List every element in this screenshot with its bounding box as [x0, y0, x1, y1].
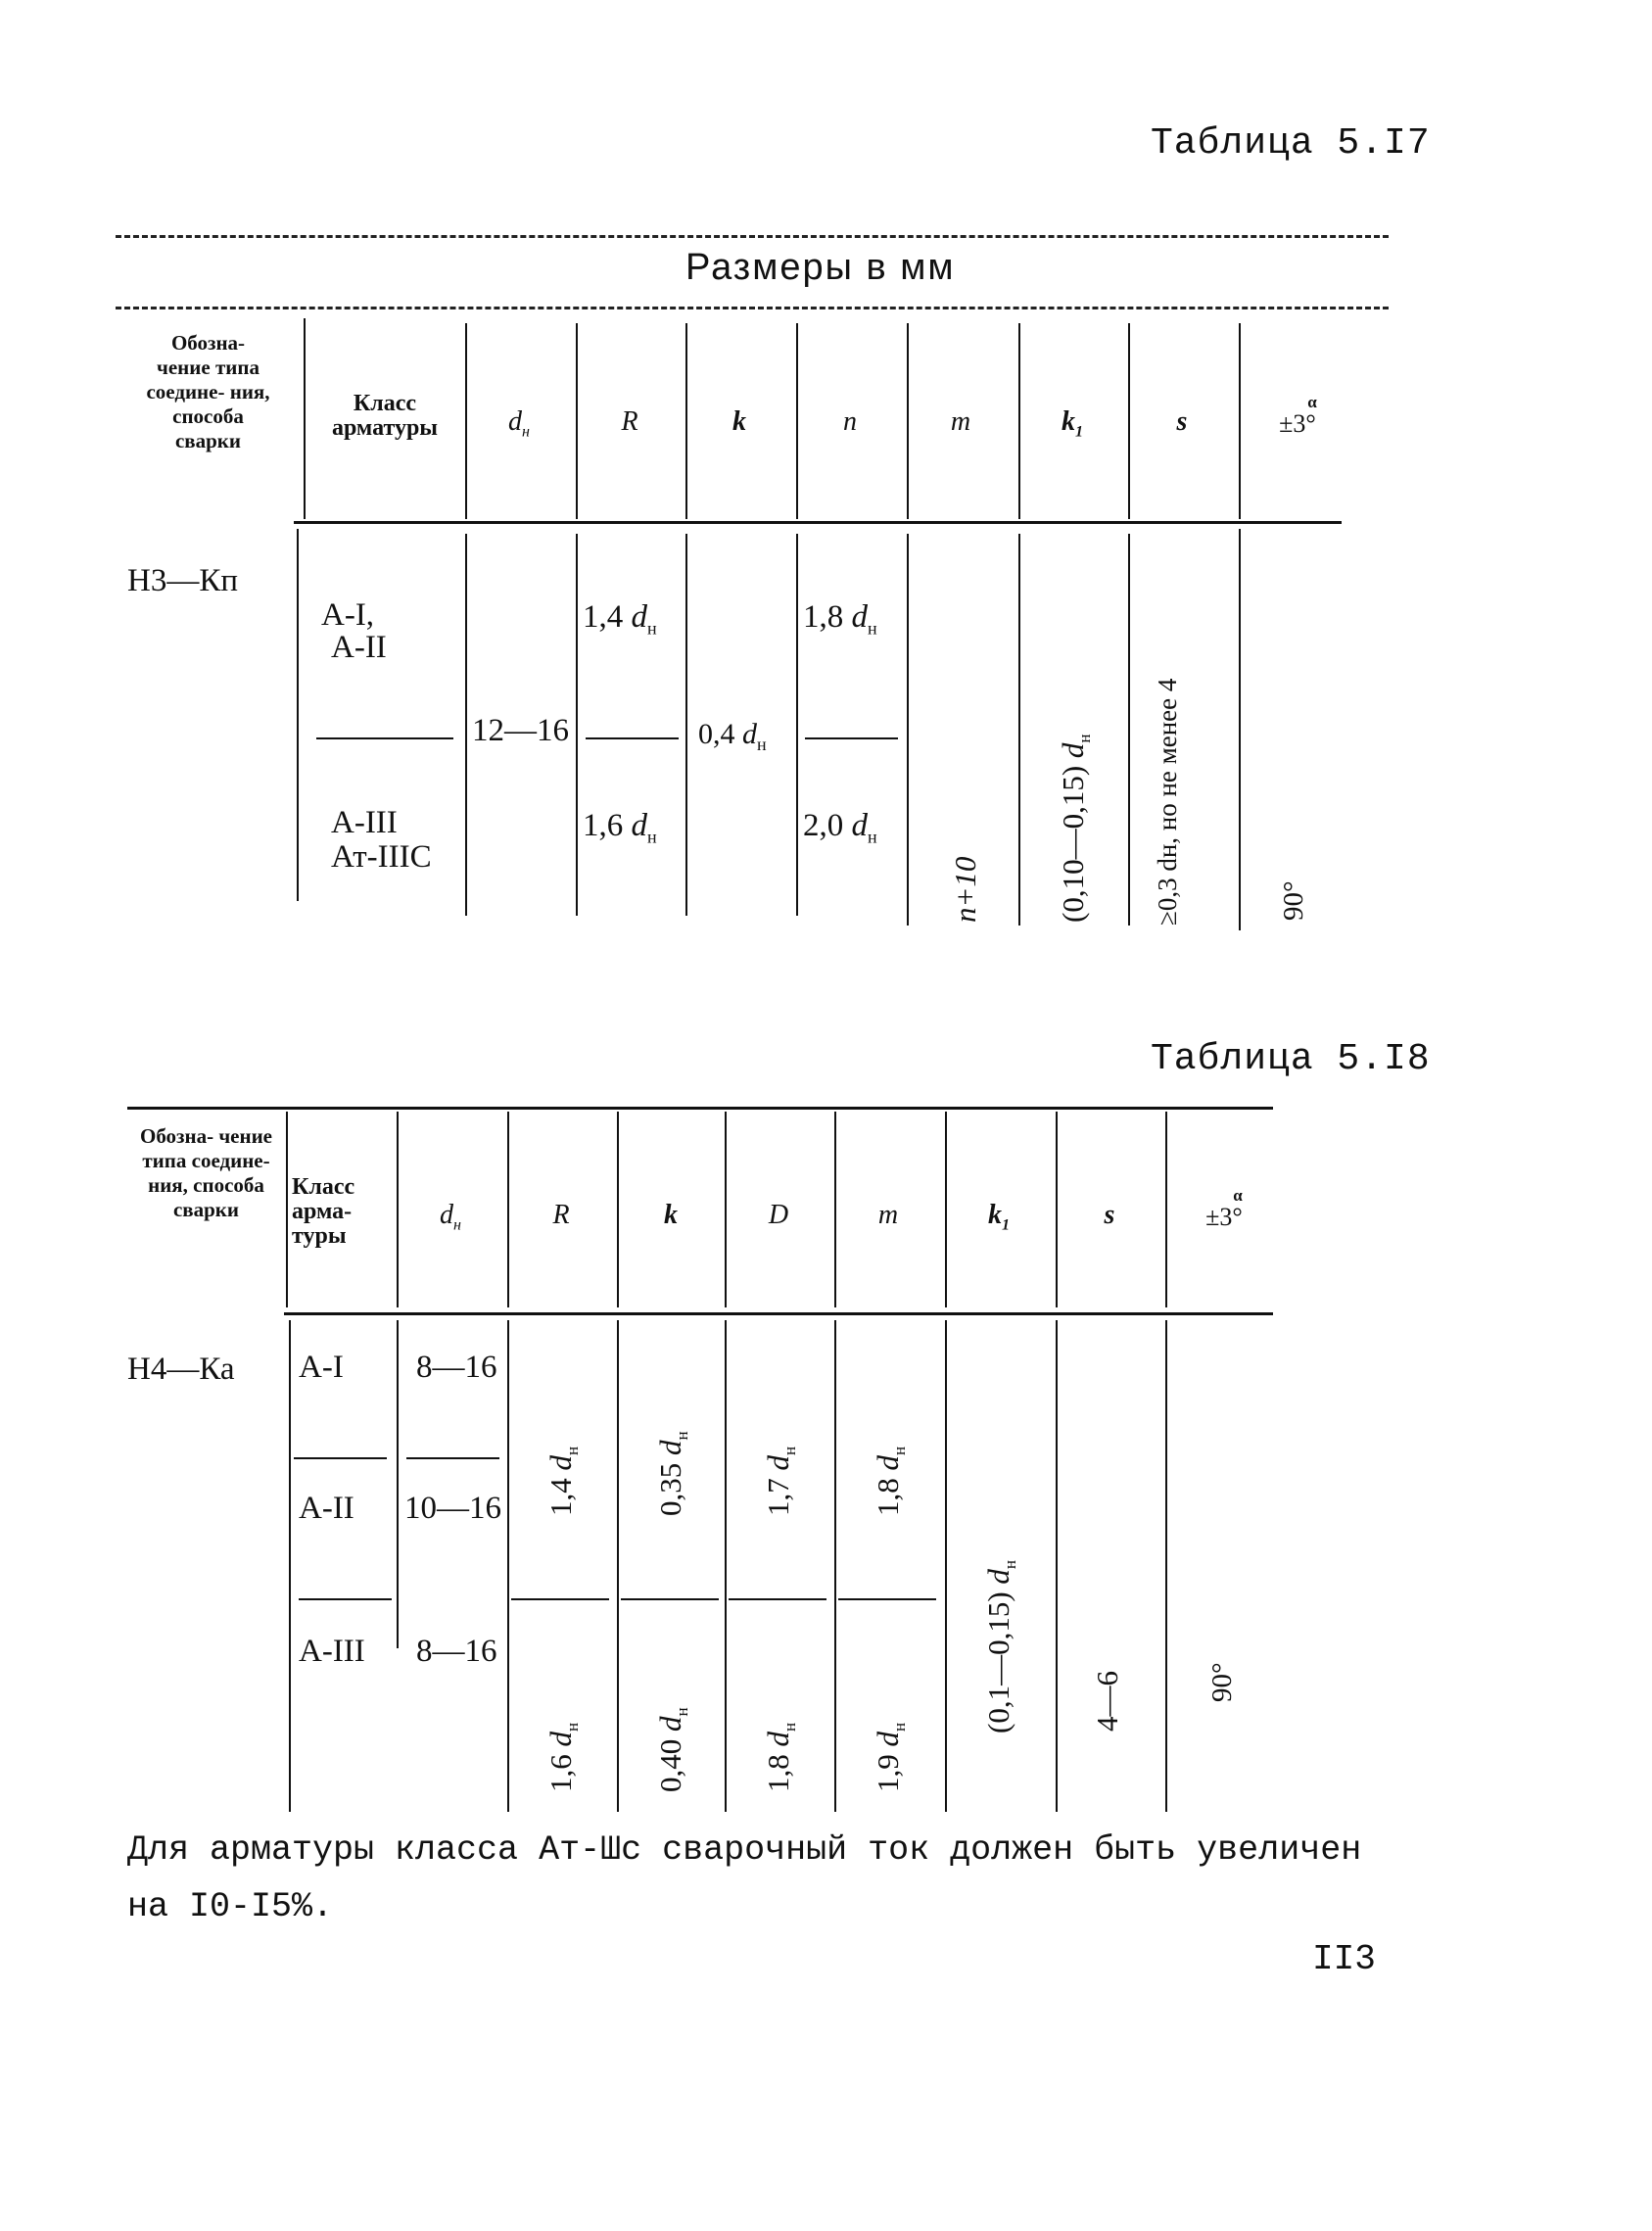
t518-header-m: m — [877, 1200, 899, 1230]
t517-group-separator — [316, 737, 453, 739]
t517-alpha-value: 90° — [1278, 880, 1309, 921]
t518-header-alpha-symbol: α — [1233, 1186, 1243, 1205]
t517-header-alpha-tolerance: ±3° — [1279, 409, 1316, 438]
t517-header-m: m — [950, 406, 971, 437]
t517-header-designation: Обозна- чение типа соедине- ния, способа сварки — [146, 331, 270, 452]
t518-col-sep — [1165, 1112, 1167, 1307]
t517-R-group1: 1,4 $d_н$ — [583, 599, 657, 639]
t518-D-group1: 1,7 $d_н$ — [761, 1446, 800, 1516]
t518-col-sep — [725, 1320, 727, 1812]
t518-s-value: 4—6 — [1090, 1671, 1124, 1732]
t518-group-separator — [621, 1598, 719, 1600]
t517-header-alpha — [1244, 392, 1351, 438]
t517-s-value: ≥0,3 dн, но не менее 4 — [1153, 678, 1182, 926]
t518-group-separator — [511, 1598, 609, 1600]
t518-col-sep — [834, 1320, 836, 1812]
t518-header-bottom-rule — [284, 1312, 1273, 1315]
t517-header-class: Класс арматуры — [331, 391, 439, 441]
table-5-17-header-rule — [116, 307, 1389, 309]
t517-col-sep — [685, 323, 687, 519]
table-5-17-dimensions-caption: Размеры в мм — [685, 247, 956, 288]
t517-row-label: Н3—Кп — [127, 563, 239, 598]
t518-m-group1: 1,8 $d_н$ — [871, 1446, 910, 1516]
t518-dn-row3: 8—16 — [416, 1634, 497, 1669]
t518-col-sep — [289, 1320, 291, 1812]
t518-col-sep — [945, 1112, 947, 1307]
t517-header-R: R — [621, 406, 638, 437]
t517-header-k1: $k_1$ — [1062, 406, 1083, 441]
t518-col-sep — [1056, 1112, 1058, 1307]
t517-col-sep — [576, 323, 578, 519]
t517-col-sep — [465, 323, 467, 519]
t517-class-group1b: А-II — [331, 630, 387, 665]
table-5-17-title: Таблица 5.I7 — [1151, 122, 1431, 165]
t518-header-s: s — [1104, 1200, 1115, 1230]
t518-col-sep — [1056, 1320, 1058, 1812]
t518-header-designation: Обозна- чение типа соедине- ния, способа сварки — [139, 1124, 273, 1221]
t518-header-D: D — [768, 1200, 789, 1230]
t518-col-sep — [397, 1320, 399, 1648]
t517-col-sep — [1128, 534, 1130, 926]
t518-row-separator — [299, 1598, 392, 1600]
t517-header-bottom-rule — [294, 521, 1342, 524]
t517-m-value: n+10 — [948, 856, 982, 923]
t518-header-alpha — [1170, 1185, 1278, 1231]
t518-header-R: R — [552, 1200, 570, 1230]
t518-col-sep — [725, 1112, 727, 1307]
t517-k-value: 0,4 $d_н$ — [698, 718, 767, 754]
t517-class-group1: А-I, — [321, 597, 375, 633]
t518-class-row3: А-III — [299, 1634, 365, 1669]
t518-m-group2: 1,9 $d_н$ — [871, 1722, 910, 1792]
t518-col-sep — [286, 1112, 288, 1307]
table-5-17-top-rule — [116, 235, 1389, 238]
t518-class-row1: А-I — [299, 1350, 344, 1385]
t517-col-sep — [1128, 323, 1130, 519]
t517-col-sep — [304, 318, 306, 519]
t517-col-sep — [1239, 323, 1241, 519]
t517-col-sep — [796, 534, 798, 916]
t518-col-sep — [617, 1320, 619, 1812]
t518-header-alpha-tolerance: ±3° — [1205, 1203, 1243, 1231]
t518-row-separator — [294, 1457, 387, 1459]
t518-col-sep — [507, 1320, 509, 1812]
t517-k1-value: (0,10—0,15) $d_н$ — [1056, 734, 1095, 923]
t518-dn-row1: 8—16 — [416, 1350, 497, 1385]
t517-col-sep — [685, 534, 687, 916]
t517-col-sep — [1018, 534, 1020, 926]
t518-header-k: k — [664, 1200, 678, 1230]
t517-col-sep — [297, 529, 299, 901]
t517-col-sep — [576, 534, 578, 916]
t517-col-sep — [796, 323, 798, 519]
t517-header-dn: $d_н$ — [508, 406, 530, 441]
t518-col-sep — [617, 1112, 619, 1307]
t517-group-separator — [586, 737, 679, 739]
t517-class-group2b: Ат-IIIС — [331, 839, 432, 875]
t518-R-group2: 1,6 $d_н$ — [543, 1722, 583, 1792]
t518-row-separator — [406, 1457, 499, 1459]
t518-col-sep — [945, 1320, 947, 1812]
t517-col-sep — [907, 534, 909, 926]
t518-alpha-value: 90° — [1206, 1662, 1238, 1702]
t518-header-class: Класс арма- туры — [292, 1174, 355, 1249]
t517-col-sep — [1239, 529, 1241, 930]
t517-header-alpha-symbol: α — [1307, 393, 1317, 411]
table-5-18-top-rule — [127, 1107, 1273, 1110]
t518-class-row2: А-II — [299, 1491, 354, 1526]
t518-row-label: Н4—Ка — [127, 1352, 235, 1387]
t517-col-sep — [907, 323, 909, 519]
t517-header-s: s — [1176, 406, 1188, 437]
t517-n-group1: 1,8 $d_н$ — [803, 599, 877, 639]
t518-col-sep — [397, 1112, 399, 1307]
t517-col-sep — [1018, 323, 1020, 519]
table-5-18-title: Таблица 5.I8 — [1151, 1038, 1431, 1080]
footnote: Для арматуры класса Ат-Шс сварочный ток должен быть увеличен на I0-I5%. — [127, 1830, 1362, 1926]
t518-header-k1: $k_1$ — [988, 1200, 1010, 1234]
t518-k1-value: (0,1—0,15) $d_н$ — [981, 1559, 1020, 1733]
page-number: II3 — [1312, 1939, 1376, 1979]
t518-col-sep — [507, 1112, 509, 1307]
t518-group-separator — [838, 1598, 936, 1600]
t517-class-group2: А-III — [331, 805, 398, 840]
t517-n-group2: 2,0 $d_н$ — [803, 808, 877, 847]
t518-R-group1: 1,4 $d_н$ — [543, 1446, 583, 1516]
t518-k-group2: 0,40 $d_н$ — [653, 1707, 692, 1792]
t517-dn-value: 12—16 — [472, 713, 569, 748]
t518-header-dn: $d_н$ — [440, 1200, 461, 1234]
t517-R-group2: 1,6 $d_н$ — [583, 808, 657, 847]
t518-dn-row2: 10—16 — [404, 1491, 501, 1526]
t518-k-group1: 0,35 $d_н$ — [653, 1431, 692, 1516]
t517-col-sep — [465, 534, 467, 916]
t518-col-sep — [834, 1112, 836, 1307]
t518-group-separator — [729, 1598, 826, 1600]
t518-D-group2: 1,8 $d_н$ — [761, 1722, 800, 1792]
t517-group-separator — [805, 737, 898, 739]
t518-col-sep — [1165, 1320, 1167, 1812]
t517-header-k: k — [732, 406, 746, 437]
t517-header-n: n — [843, 406, 857, 437]
